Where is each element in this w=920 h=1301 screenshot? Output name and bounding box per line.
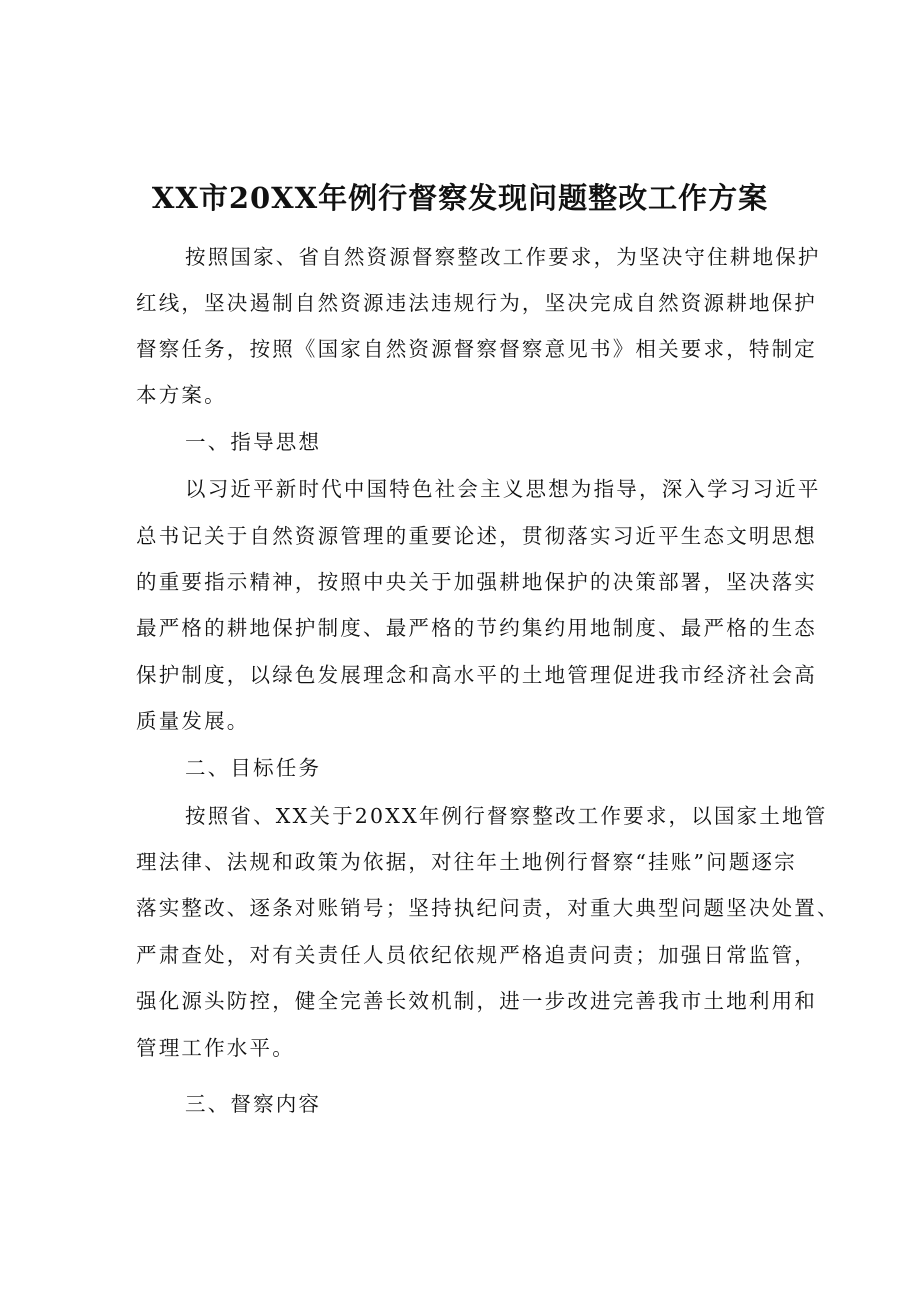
paragraph-line: 保护制度，以绿色发展理念和高水平的土地管理促进我市经济社会高 (136, 663, 817, 687)
paragraph-line: 最严格的耕地保护制度、最严格的节约集约用地制度、最严格的生态 (136, 616, 817, 640)
paragraph-line: 严肃查处，对有关责任人员依纪依规严格追责问责；加强日常监管， (136, 943, 817, 967)
paragraph-line: 强化源头防控，健全完善长效机制，进一步改进完善我市土地利用和 (136, 989, 817, 1013)
paragraph-line: 本方案。 (136, 383, 227, 407)
paragraph-line: 按照省、XX关于20XX年例行督察整改工作要求，以国家土地管 (185, 804, 828, 828)
paragraph-line: 落实整改、逐条对账销号；坚持执纪问责，对重大典型问题坚决处置、 (136, 896, 840, 920)
paragraph-line: 红线，坚决遏制自然资源违法违规行为，坚决完成自然资源耕地保护 (136, 291, 817, 315)
paragraph-line: 以习近平新时代中国特色社会主义思想为指导，深入学习习近平 (185, 477, 821, 501)
section-heading: 二、目标任务 (185, 756, 322, 780)
paragraph-line: 总书记关于自然资源管理的重要论述，贯彻落实习近平生态文明思想 (136, 524, 817, 548)
section-heading: 三、督察内容 (185, 1092, 322, 1116)
document-title: XX市20XX年例行督察发现问题整改工作方案 (151, 181, 769, 215)
paragraph-line: 理法律、法规和政策为依据，对往年土地例行督察“挂账”问题逐宗 (136, 850, 797, 874)
paragraph-line: 质量发展。 (136, 709, 250, 733)
paragraph-line: 管理工作水平。 (136, 1036, 295, 1060)
paragraph-line: 督察任务，按照《国家自然资源督察督察意见书》相关要求，特制定 (136, 337, 817, 361)
paragraph-line: 的重要指示精神，按照中央关于加强耕地保护的决策部署，坚决落实 (136, 570, 817, 594)
section-heading: 一、指导思想 (185, 430, 322, 454)
paragraph-line: 按照国家、省自然资源督察整改工作要求，为坚决守住耕地保护 (185, 245, 821, 269)
